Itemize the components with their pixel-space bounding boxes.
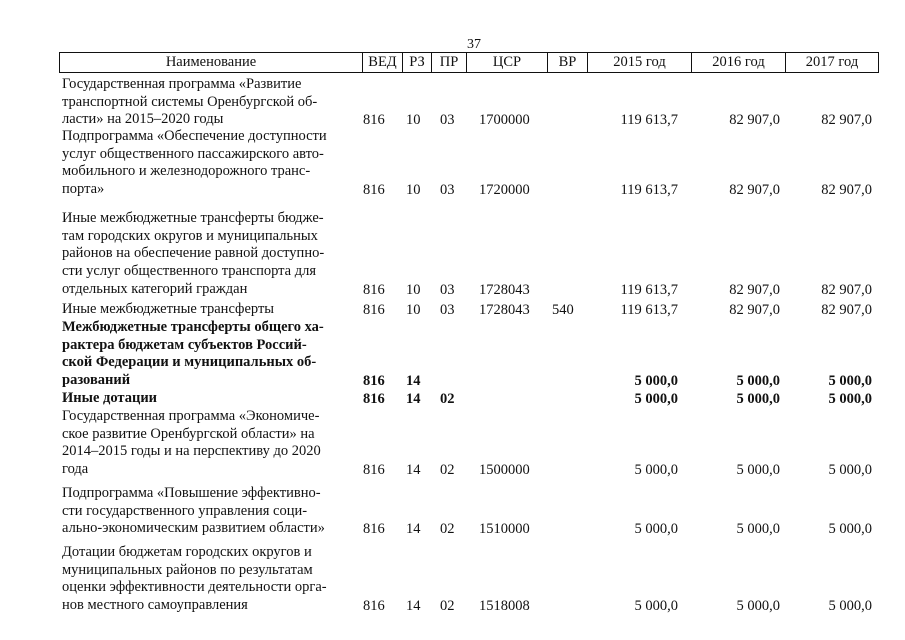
cell-y2017: 5 000,0 <box>828 373 872 390</box>
cell-y2015: 119 613,7 <box>620 302 678 318</box>
cell-y2015: 119 613,7 <box>620 112 678 129</box>
header-vr: ВР <box>548 53 588 72</box>
row-name: Подпрограмма «Обеспечение доступности услуг общественного пассажирского авто- мобильного и железнодорожного транс- порта» <box>62 128 327 198</box>
row-name: Иные дотации <box>62 390 158 406</box>
cell-pr: 03 <box>440 182 455 199</box>
cell-y2016: 5 000,0 <box>736 521 780 538</box>
cell-ved: 816 <box>363 182 385 199</box>
row-name: Иные межбюджетные трансферты бюдже- там городских округов и муниципальных районов на обеспечение равной доступно- сти услуг общественного транспорта для отдельных категорий граждан <box>62 210 325 297</box>
cell-pr: 03 <box>440 302 455 318</box>
row-name: Подпрограмма «Повышение эффективно- сти государственного управления соци- ально-экономическим развитием области» <box>62 485 325 537</box>
cell-ved: 816 <box>363 302 385 318</box>
cell-y2017: 82 907,0 <box>821 281 872 298</box>
cell-pr: 03 <box>440 112 455 129</box>
cell-y2015: 5 000,0 <box>634 373 678 390</box>
cell-ved: 816 <box>363 598 385 615</box>
row-name: Дотации бюджетам городских округов и муниципальных районов по результатам оценки эффективности деятельности орга- нов местного самоуправления <box>62 544 327 614</box>
cell-csr: 1500000 <box>479 462 530 479</box>
cell-y2017: 5 000,0 <box>828 391 872 407</box>
header-name: Наименование <box>60 53 363 72</box>
page-number: 37 <box>467 37 481 52</box>
header-pr: ПР <box>432 53 467 72</box>
cell-y2015: 119 613,7 <box>620 281 678 298</box>
cell-y2016: 5 000,0 <box>736 598 780 615</box>
table-header <box>59 52 879 73</box>
cell-rz: 14 <box>406 462 421 479</box>
cell-csr: 1728043 <box>479 302 530 318</box>
cell-y2015: 5 000,0 <box>634 391 678 407</box>
row-name: Государственная программа «Развитие транспортной системы Оренбургской об- ласти» на 2015–2020 годы <box>62 76 318 128</box>
cell-csr: 1518008 <box>479 598 530 615</box>
cell-pr: 02 <box>440 598 455 615</box>
cell-csr: 1700000 <box>479 112 530 129</box>
cell-y2017: 82 907,0 <box>821 112 872 129</box>
cell-ved: 816 <box>363 281 385 298</box>
cell-rz: 10 <box>406 281 421 298</box>
cell-rz: 10 <box>406 182 421 199</box>
cell-vr: 540 <box>552 302 574 318</box>
cell-y2015: 119 613,7 <box>620 182 678 199</box>
cell-ved: 816 <box>363 373 385 390</box>
cell-csr: 1728043 <box>479 281 530 298</box>
header-2017: 2017 год <box>805 54 859 70</box>
cell-ved: 816 <box>363 462 385 479</box>
cell-rz: 14 <box>406 373 421 390</box>
header-csr: ЦСР <box>467 53 548 72</box>
header-ved: ВЕД <box>363 53 403 72</box>
cell-y2017: 5 000,0 <box>828 462 872 479</box>
cell-ved: 816 <box>363 521 385 538</box>
cell-ved: 816 <box>363 391 385 407</box>
cell-y2016: 5 000,0 <box>736 373 780 390</box>
cell-pr: 02 <box>440 391 455 407</box>
row-name: Государственная программа «Экономиче- ское развитие Оренбургской области» на 2014–2015 годы и на перспективу до 2020 года <box>62 408 321 478</box>
cell-y2017: 82 907,0 <box>821 302 872 318</box>
cell-rz: 14 <box>406 521 421 538</box>
cell-y2016: 82 907,0 <box>729 281 780 298</box>
cell-y2016: 5 000,0 <box>736 462 780 479</box>
cell-y2016: 5 000,0 <box>736 391 780 407</box>
cell-pr: 02 <box>440 462 455 479</box>
cell-y2017: 82 907,0 <box>821 182 872 199</box>
row-name: Иные межбюджетные трансферты <box>62 301 275 317</box>
cell-rz: 10 <box>406 112 421 129</box>
cell-rz: 10 <box>406 302 421 318</box>
cell-y2015: 5 000,0 <box>634 462 678 479</box>
cell-y2017: 5 000,0 <box>828 598 872 615</box>
cell-ved: 816 <box>363 112 385 129</box>
cell-y2016: 82 907,0 <box>729 182 780 199</box>
cell-y2015: 5 000,0 <box>634 521 678 538</box>
cell-y2016: 82 907,0 <box>729 112 780 129</box>
row-name: Межбюджетные трансферты общего ха- рактера бюджетам субъектов Россий- ской Федерации и муниципальных об- разований <box>62 319 324 389</box>
cell-csr: 1720000 <box>479 182 530 199</box>
header-2015: 2015 год <box>588 53 692 72</box>
cell-rz: 14 <box>406 598 421 615</box>
cell-pr: 03 <box>440 281 455 298</box>
cell-csr: 1510000 <box>479 521 530 538</box>
cell-y2017: 5 000,0 <box>828 521 872 538</box>
header-2016: 2016 год <box>692 53 786 72</box>
cell-y2016: 82 907,0 <box>729 302 780 318</box>
cell-pr: 02 <box>440 521 455 538</box>
cell-y2015: 5 000,0 <box>634 598 678 615</box>
header-rz: РЗ <box>403 53 432 72</box>
cell-rz: 14 <box>406 391 421 407</box>
